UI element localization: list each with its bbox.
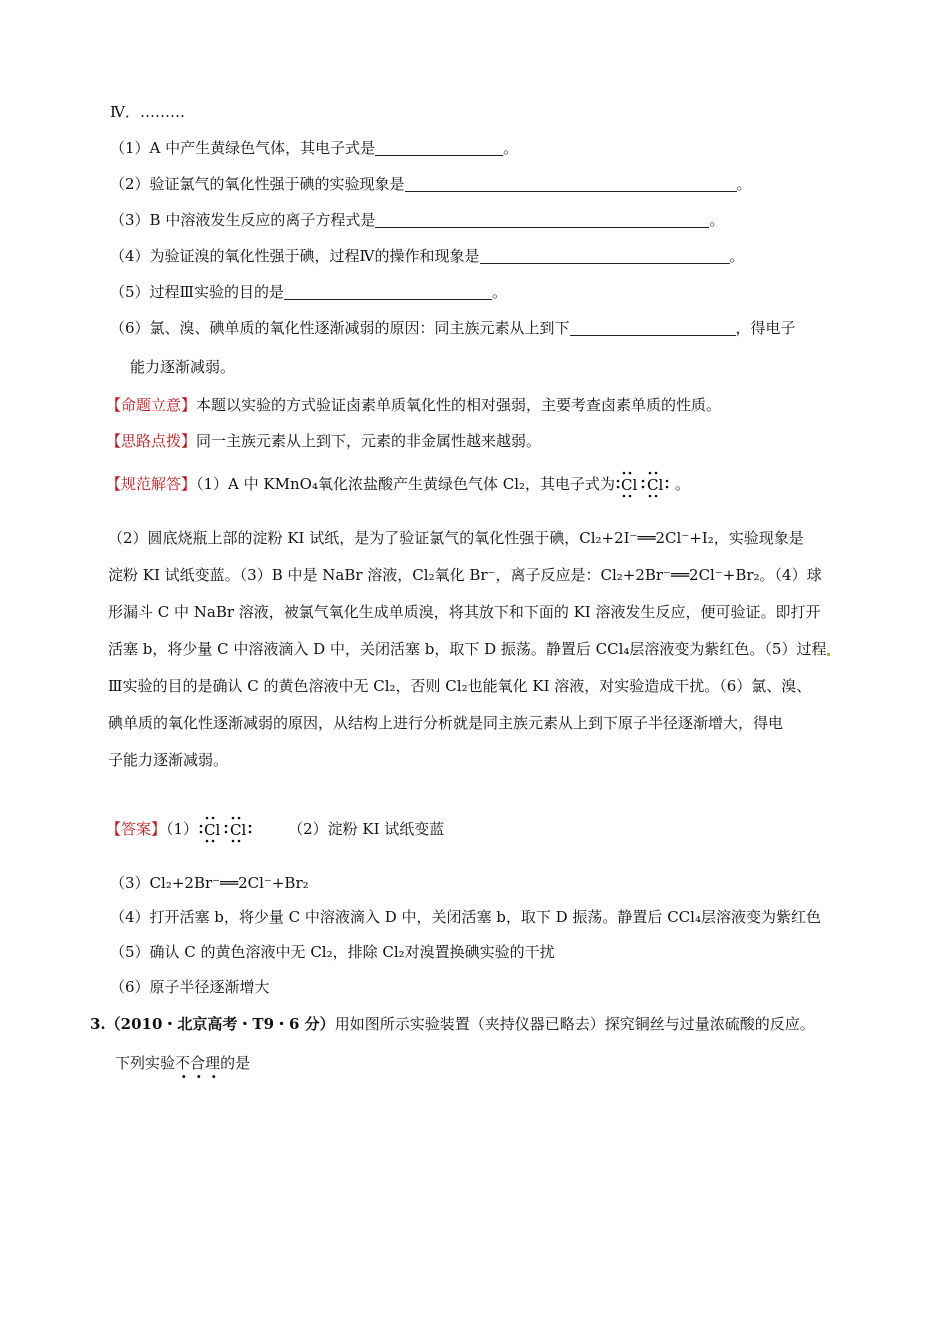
emphasis-char: 不 xyxy=(175,1054,191,1072)
guifan-first-line: （1）A 中 KMnO₄氧化浓盐酸产生黄绿色气体 Cl₂，其电子式为 xyxy=(196,475,616,493)
period: 。 xyxy=(736,175,752,193)
answer-blank xyxy=(375,141,503,156)
question-source: （2010・北京高考・T9・6 分） xyxy=(105,1015,335,1033)
answer-blank xyxy=(375,213,709,228)
question-5-text: （5）过程Ⅲ实验的目的是 xyxy=(110,283,285,301)
explanation-line: 形漏斗 C 中 NaBr 溶液，被氯气氧化生成单质溴，将其放下和下面的 KI 溶液发生反应，便可验证。即打开 xyxy=(108,603,821,621)
explanation-line: 淀粉 KI 试纸变蓝。（3）B 中是 NaBr 溶液，Cl₂氧化 Br⁻，离子反应是：Cl₂+2Br⁻══2Cl⁻+Br₂。（4）球 xyxy=(108,566,822,584)
emphasis-char: 合 xyxy=(190,1054,206,1072)
question-3-header xyxy=(90,1013,815,1035)
marker-dot xyxy=(827,653,830,656)
emphasis-char: 理 xyxy=(205,1054,221,1072)
mingti-section xyxy=(106,394,721,416)
explanation-line: 碘单质的氧化性逐渐减弱的原因，从结构上进行分析就是同主族元素从上到下原子半径逐渐增大，得电 xyxy=(108,714,784,732)
answer-section xyxy=(106,815,444,845)
answer-tag: 【答案】 xyxy=(106,820,167,838)
silu-tag: 【思路点拨】 xyxy=(106,432,197,450)
period: 。 xyxy=(492,283,508,301)
question-6-text: （6）氯、溴、碘单质的氧化性逐渐减弱的原因：同主族元素从上到下 xyxy=(110,319,570,337)
explanation-line: （2）圆底烧瓶上部的淀粉 KI 试纸，是为了验证氯气的氧化性强于碘，Cl₂+2I⁻══2Cl⁻+I₂，实验现象是 xyxy=(108,529,804,547)
cl-symbol-right: Cl xyxy=(647,476,664,494)
cl2-electron-formula xyxy=(615,470,675,500)
question-2 xyxy=(110,173,752,195)
answer-4: （4）打开活塞 b，将少量 C 中溶液滴入 D 中，关闭活塞 b，取下 D 振荡。静置后 CCl₄层溶液变为紫红色 xyxy=(110,908,821,926)
question-line2-suffix: 的是 xyxy=(220,1054,251,1072)
question-3-text: （3）B 中溶液发生反应的离子方程式是 xyxy=(110,211,376,229)
question-3-line2 xyxy=(115,1052,250,1074)
explanation-text: 活塞 b，将少量 C 中溶液滴入 D 中，关闭活塞 b，取下 D 振荡。静置后 CCl₄层溶液变为紫红色。（5）过程 xyxy=(108,640,827,658)
cl-symbol-left: Cl xyxy=(621,476,638,494)
question-5 xyxy=(110,281,507,303)
question-4-text: （4）为验证溴的氧化性强于碘，过程Ⅳ的操作和现象是 xyxy=(110,247,480,265)
question-6-suffix: ，得电子 xyxy=(735,319,796,337)
mingti-text: 本题以实验的方式验证卤素单质氧化性的相对强弱，主要考查卤素单质的性质。 xyxy=(196,396,722,414)
answer-blank xyxy=(405,177,737,192)
answer-5: （5）确认 C 的黄色溶液中无 Cl₂，排除 Cl₂对溴置换碘实验的干扰 xyxy=(110,943,555,961)
mingti-tag: 【命题立意】 xyxy=(106,396,197,414)
silu-section xyxy=(106,430,541,452)
question-6-continued: 能力逐渐减弱。 xyxy=(130,358,236,376)
electron-dot-diagram xyxy=(198,815,258,845)
guifan-tag: 【规范解答】 xyxy=(106,475,197,493)
answer-1-label: （1） xyxy=(166,820,199,838)
explanation-line xyxy=(108,638,830,660)
silu-text: 同一主族元素从上到下，元素的非金属性越来越弱。 xyxy=(196,432,542,450)
period: 。 xyxy=(709,211,725,229)
question-text: 用如图所示实验装置（夹持仪器已略去）探究铜丝与过量浓硫酸的反应。 xyxy=(334,1015,815,1033)
explanation-line: 子能力逐渐减弱。 xyxy=(108,751,229,769)
explanation-line: Ⅲ实验的目的是确认 C 的黄色溶液中无 Cl₂，否则 Cl₂也能氧化 KI 溶液，对实验造成干扰。（6）氯、溴、 xyxy=(108,677,812,695)
answer-blank xyxy=(480,249,730,264)
period: 。 xyxy=(503,139,519,157)
step-iv: Ⅳ．……… xyxy=(110,103,185,121)
question-2-text: （2）验证氯气的氧化性强于碘的实验现象是 xyxy=(110,175,405,193)
answer-6: （6）原子半径逐渐增大 xyxy=(110,978,270,996)
question-4 xyxy=(110,245,745,267)
question-number: 3. xyxy=(90,1015,106,1033)
guifan-section xyxy=(106,470,690,500)
cl-symbol-right: Cl xyxy=(230,821,247,839)
answer-3: （3）Cl₂+2Br⁻══2Cl⁻+Br₂ xyxy=(110,874,309,892)
question-1 xyxy=(110,137,518,159)
period: 。 xyxy=(675,475,691,493)
question-1-text: （1）A 中产生黄绿色气体，其电子式是 xyxy=(110,139,376,157)
answer-blank xyxy=(284,285,492,300)
electron-dot-diagram xyxy=(615,470,675,500)
answer-blank xyxy=(570,321,736,336)
cl-symbol-left: Cl xyxy=(204,821,221,839)
cl2-electron-formula-answer xyxy=(198,815,258,845)
period: 。 xyxy=(729,247,745,265)
question-6 xyxy=(110,317,796,339)
question-3 xyxy=(110,209,724,231)
question-line2-prefix: 下列实验 xyxy=(115,1054,176,1072)
answer-2: （2）淀粉 KI 试纸变蓝 xyxy=(288,820,445,838)
